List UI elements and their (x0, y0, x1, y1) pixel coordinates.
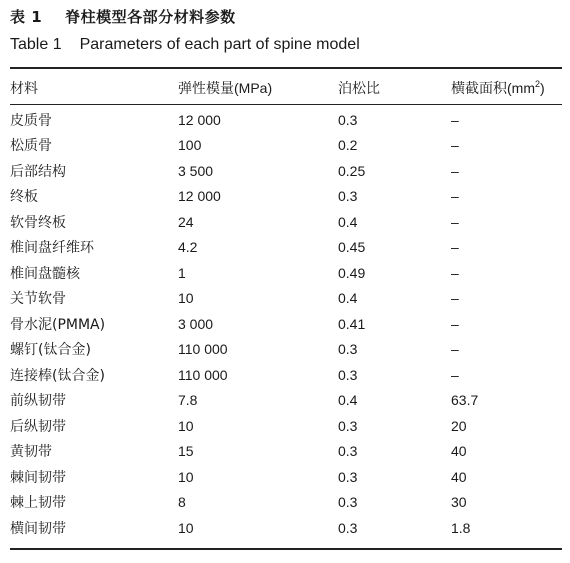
table-row (10, 337, 562, 363)
table-row (10, 158, 562, 184)
table-row (10, 184, 562, 210)
cell-poisson-ratio: 0.4 (338, 290, 358, 307)
cell-material: 软骨终板 (10, 214, 66, 231)
cell-elastic-modulus: 110 000 (178, 366, 228, 383)
cell-material: 终板 (10, 189, 38, 206)
cell-elastic-modulus: 12 000 (178, 111, 221, 128)
cell-elastic-modulus: 10 (178, 519, 194, 536)
table-caption-english (10, 36, 360, 54)
table-row (10, 490, 562, 516)
table-row (10, 413, 562, 439)
cell-poisson-ratio: 0.3 (338, 443, 358, 460)
cell-poisson-ratio: 0.3 (338, 366, 358, 383)
cell-material: 连接棒(钛合金) (10, 367, 105, 384)
cell-poisson-ratio: 0.2 (338, 137, 358, 154)
table-header-row (10, 71, 562, 104)
cell-elastic-modulus: 110 000 (178, 341, 228, 358)
cell-material: 后部结构 (10, 163, 66, 180)
cell-poisson-ratio: 0.3 (338, 519, 358, 536)
table-row (10, 209, 562, 235)
cell-cross-section-area: – (451, 137, 459, 154)
table-caption-chinese (10, 6, 236, 27)
cell-material: 骨水泥(PMMA) (10, 316, 106, 333)
table-row (10, 133, 562, 159)
cell-material: 棘上韧带 (10, 495, 66, 512)
cell-material: 后纵韧带 (10, 418, 66, 435)
cell-cross-section-area: – (451, 239, 459, 256)
cell-material: 椎间盘髓核 (10, 265, 80, 282)
cell-material: 关节软骨 (10, 291, 66, 308)
cell-material: 椎间盘纤维环 (10, 240, 94, 257)
header-area-close: ) (540, 79, 545, 96)
header-area-exponent: 2 (535, 78, 541, 89)
table-row (10, 515, 562, 541)
table-row (10, 388, 562, 414)
cell-cross-section-area: – (451, 264, 459, 281)
cell-cross-section-area: 20 (451, 417, 467, 434)
table-label-chinese: 表 1 (10, 8, 43, 26)
cell-material: 横间韧带 (10, 520, 66, 537)
cell-material: 前纵韧带 (10, 393, 66, 410)
cell-cross-section-area: – (451, 315, 459, 332)
cell-cross-section-area: – (451, 290, 459, 307)
table-bottom-rule (10, 548, 562, 550)
cell-material: 螺钉(钛合金) (10, 342, 91, 359)
cell-cross-section-area: – (451, 188, 459, 205)
parameters-table (10, 71, 562, 541)
table-row (10, 235, 562, 261)
cell-poisson-ratio: 0.25 (338, 162, 366, 179)
table-title-english: Parameters of each part of spine model (79, 36, 360, 53)
cell-elastic-modulus: 3 000 (178, 315, 214, 332)
cell-elastic-modulus: 24 (178, 213, 194, 230)
cell-elastic-modulus: 10 (178, 417, 194, 434)
cell-elastic-modulus: 10 (178, 468, 194, 485)
cell-elastic-modulus: 1 (178, 264, 186, 281)
cell-material: 皮质骨 (10, 112, 52, 129)
cell-poisson-ratio: 0.3 (338, 188, 358, 205)
table-row (10, 439, 562, 465)
cell-cross-section-area: – (451, 111, 459, 128)
cell-poisson-ratio: 0.41 (338, 315, 366, 332)
cell-material: 棘间韧带 (10, 469, 66, 486)
table-row (10, 104, 562, 133)
cell-elastic-modulus: 4.2 (178, 239, 198, 256)
table-body (10, 104, 562, 541)
table-row (10, 286, 562, 312)
cell-elastic-modulus: 10 (178, 290, 194, 307)
cell-poisson-ratio: 0.49 (338, 264, 366, 281)
table-title-chinese: 脊柱模型各部分材料参数 (65, 8, 236, 26)
header-cross-section-area (451, 71, 562, 104)
table-row (10, 464, 562, 490)
table-row (10, 362, 562, 388)
cell-cross-section-area: 63.7 (451, 392, 479, 409)
cell-poisson-ratio: 0.3 (338, 341, 358, 358)
cell-cross-section-area: – (451, 366, 459, 383)
cell-poisson-ratio: 0.3 (338, 417, 358, 434)
cell-poisson-ratio: 0.3 (338, 494, 358, 511)
cell-cross-section-area: 30 (451, 494, 467, 511)
cell-elastic-modulus: 8 (178, 494, 186, 511)
cell-elastic-modulus: 12 000 (178, 188, 221, 205)
header-area-text: 横截面积(mm (451, 79, 535, 96)
cell-material: 黄韧带 (10, 444, 52, 461)
table-row (10, 260, 562, 286)
cell-elastic-modulus: 15 (178, 443, 194, 460)
cell-cross-section-area: 1.8 (451, 519, 471, 536)
table-label-english: Table 1 (10, 36, 62, 53)
cell-elastic-modulus: 3 500 (178, 162, 214, 179)
cell-cross-section-area: – (451, 213, 459, 230)
header-elastic-modulus: 弹性模量(MPa) (178, 79, 273, 96)
cell-cross-section-area: – (451, 341, 459, 358)
header-material: 材料 (10, 80, 38, 97)
cell-cross-section-area: – (451, 162, 459, 179)
cell-poisson-ratio: 0.45 (338, 239, 366, 256)
header-poisson-ratio: 泊松比 (338, 80, 380, 97)
table-row (10, 311, 562, 337)
cell-poisson-ratio: 0.4 (338, 213, 358, 230)
cell-elastic-modulus: 100 (178, 137, 202, 154)
cell-poisson-ratio: 0.4 (338, 392, 358, 409)
cell-cross-section-area: 40 (451, 468, 467, 485)
cell-poisson-ratio: 0.3 (338, 468, 358, 485)
cell-elastic-modulus: 7.8 (178, 392, 198, 409)
cell-material: 松质骨 (10, 138, 52, 155)
table-top-rule (10, 67, 562, 69)
cell-cross-section-area: 40 (451, 443, 467, 460)
cell-poisson-ratio: 0.3 (338, 111, 358, 128)
